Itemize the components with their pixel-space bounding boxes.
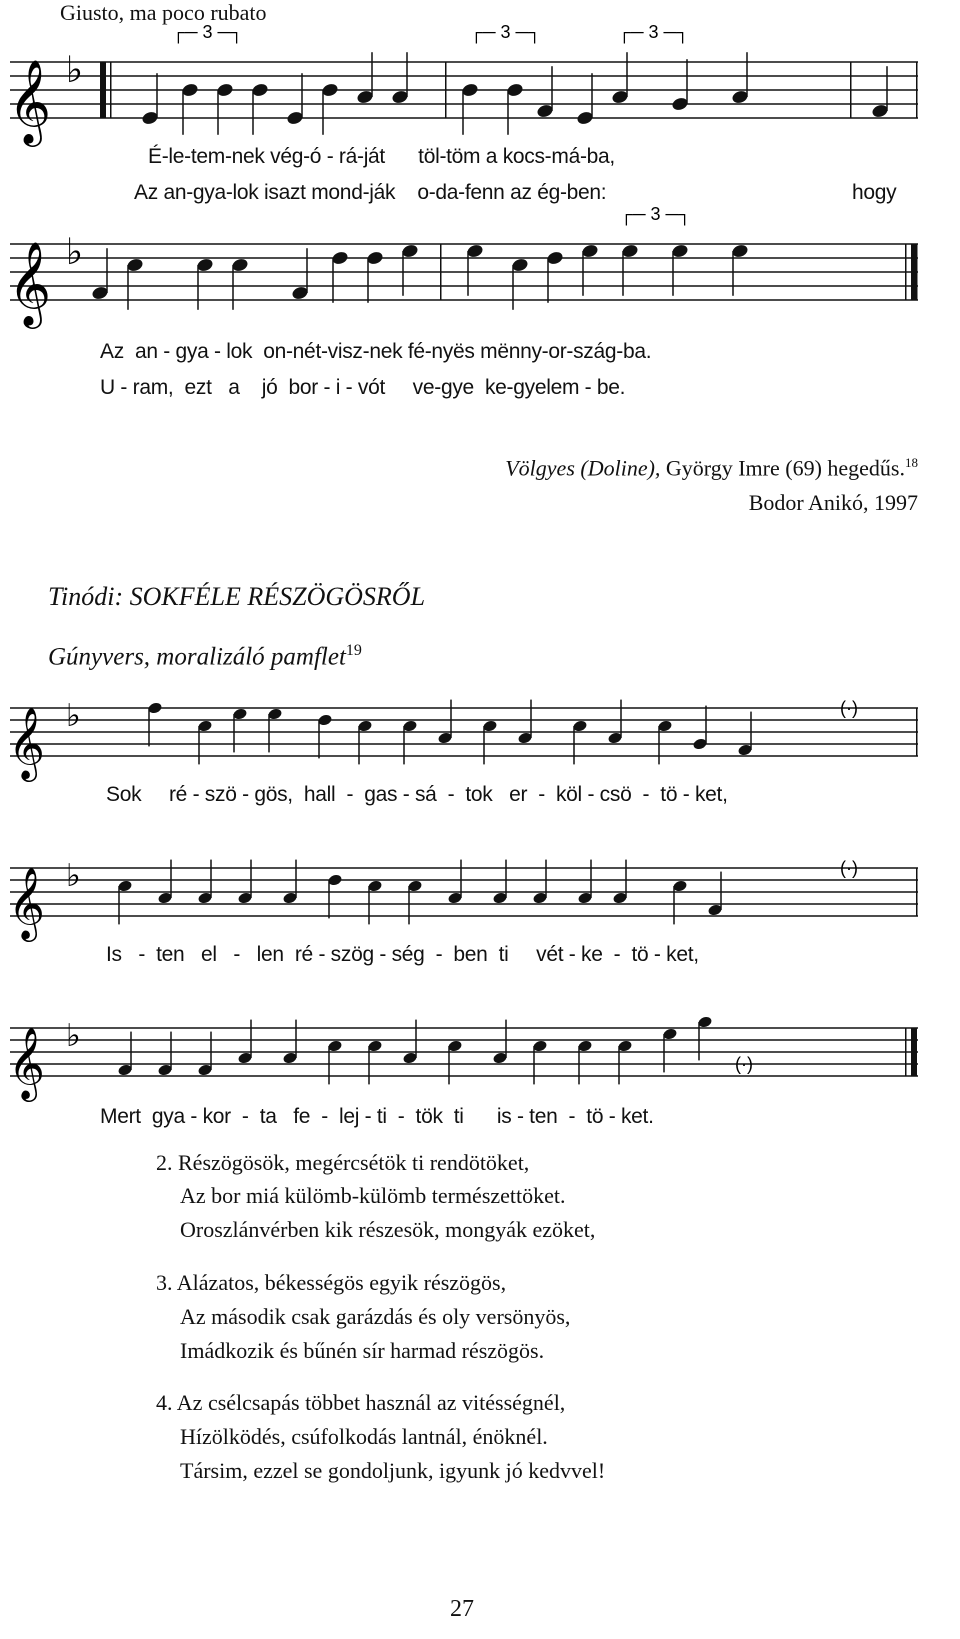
verse-line bbox=[156, 1390, 565, 1416]
staff-1 bbox=[0, 22, 960, 152]
verse-text: Részögösök, megércsétök ti rendötöket, bbox=[178, 1150, 530, 1175]
flat-key-signature-icon: ♭ bbox=[66, 858, 81, 894]
barline bbox=[850, 62, 852, 118]
footnote-ref: 18 bbox=[905, 455, 918, 470]
flat-key-signature-icon: ♭ bbox=[66, 230, 84, 273]
attribution-performer: György Imre (69) hegedűs. bbox=[660, 455, 905, 481]
staff-3 bbox=[0, 668, 960, 798]
barline bbox=[916, 244, 918, 300]
staff-4 bbox=[0, 828, 960, 958]
lyrics-line: Sok ré - szö - gös, hall - gas - sá - tok er - köl - csö - tö - ket, bbox=[106, 783, 728, 806]
barline bbox=[905, 244, 907, 300]
verse-line: Társim, ezzel se gondoljunk, igyunk jó kedvvel! bbox=[180, 1458, 606, 1483]
treble-clef-icon: 𝄞 bbox=[8, 706, 45, 779]
lyrics-line: Az an-gya-lok isazt mond-ják o-da-fenn az ég-ben: bbox=[134, 181, 607, 204]
verse-line: Az második csak garázdás és oly versönyös, bbox=[180, 1304, 571, 1329]
barline bbox=[440, 244, 442, 300]
triplet-mark: ┌─ 3 ─┐ bbox=[618, 22, 690, 42]
verse-line bbox=[156, 1270, 506, 1296]
lyrics-line: Mert gya - kor - ta fe - lej - ti - tök ti is - ten - tö - ket. bbox=[100, 1105, 654, 1128]
lyrics-line: Is - ten el - len ré - szög - ség - ben ti vét - ke - tö - ket, bbox=[106, 943, 699, 966]
barline bbox=[100, 62, 106, 118]
triplet-mark: ┌─ 3 ─┐ bbox=[172, 22, 244, 42]
verse-line: Oroszlánvérben kik részesök, mongyák ezöket, bbox=[180, 1217, 596, 1242]
verse-text: Az csélcsapás többet használ az vitésségnél, bbox=[176, 1390, 566, 1415]
verse-number: 4. bbox=[156, 1390, 173, 1415]
barline bbox=[916, 62, 918, 118]
barline bbox=[916, 868, 918, 916]
fermata-mark: (·) bbox=[840, 698, 858, 718]
song-subtitle bbox=[48, 642, 362, 671]
attribution bbox=[505, 455, 918, 481]
fermata-mark: (·) bbox=[735, 1054, 753, 1074]
treble-clef-icon: 𝄞 bbox=[8, 59, 52, 144]
triplet-mark: ┌─ 3 ─┐ bbox=[470, 22, 542, 42]
treble-clef-icon: 𝄞 bbox=[8, 1026, 45, 1099]
subtitle-text: Gúnyvers, moralizáló pamflet bbox=[48, 643, 346, 671]
verse-line bbox=[156, 1150, 529, 1176]
verse-number: 2. bbox=[156, 1150, 173, 1175]
barline bbox=[916, 708, 918, 756]
attribution-place: Völgyes (Doline), bbox=[505, 455, 661, 481]
fermata-mark: (·) bbox=[840, 858, 858, 878]
lyrics-line: Az an - gya - lok on-nét-visz-nek fé-nyës mënny-or-szág-ba. bbox=[100, 340, 652, 363]
lyrics-pickup: hogy bbox=[852, 181, 897, 204]
staff-2 bbox=[0, 204, 960, 334]
verse-line: Hízölködés, csúfolkodás lantnál, énöknél. bbox=[180, 1424, 548, 1449]
staff-5 bbox=[0, 988, 960, 1118]
collector: Bodor Anikó, 1997 bbox=[748, 490, 918, 515]
lyrics-line: É-le-tem-nek vég-ó - rá-ját töl-töm a kocs-má-ba, bbox=[148, 145, 615, 168]
flat-key-signature-icon: ♭ bbox=[66, 1018, 81, 1054]
flat-key-signature-icon: ♭ bbox=[66, 698, 81, 734]
verse-number: 3. bbox=[156, 1270, 173, 1295]
barline bbox=[911, 1028, 917, 1076]
flat-key-signature-icon: ♭ bbox=[66, 48, 84, 91]
barline bbox=[905, 1028, 907, 1076]
page-number: 27 bbox=[450, 1596, 474, 1622]
verse-line: Az bor miá külömb-külömb természettöket. bbox=[180, 1183, 566, 1208]
verse-line: Imádkozik és bűnén sír harmad részögös. bbox=[180, 1338, 545, 1363]
treble-clef-icon: 𝄞 bbox=[8, 241, 52, 326]
triplet-mark: ┌─ 3 ─┐ bbox=[620, 204, 692, 224]
lyrics-line: U - ram, ezt a jó bor - i - vót ve-gye ke-gyelem - be. bbox=[100, 376, 626, 399]
barline bbox=[445, 62, 447, 118]
tempo-marking: Giusto, ma poco rubato bbox=[60, 0, 267, 25]
treble-clef-icon: 𝄞 bbox=[8, 866, 45, 939]
barline bbox=[110, 62, 112, 118]
song-title: Tinódi: SOKFÉLE RÉSZÖGÖSRŐL bbox=[48, 582, 426, 611]
footnote-ref: 19 bbox=[345, 642, 362, 659]
verse-text: Alázatos, békességös egyik részögös, bbox=[176, 1270, 507, 1295]
